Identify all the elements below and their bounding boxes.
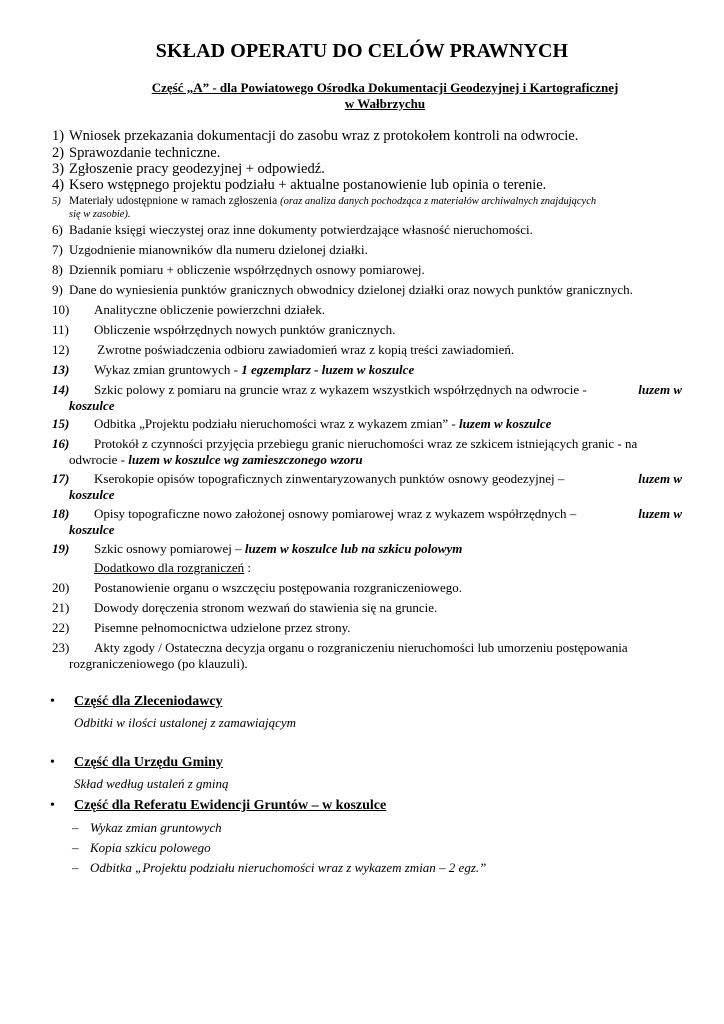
item-number: 23) [52,640,70,655]
list-item-17 [52,471,682,503]
subtitle-line-2: w Wałbrzychu [344,96,426,111]
item-number: 18) [52,506,70,521]
list-item-5 [52,195,682,221]
document-title: SKŁAD OPERATU DO CELÓW PRAWNYCH [155,40,569,62]
item-number: 5) [52,196,61,207]
item-number: 21) [52,600,70,615]
item-text: Uzgodnienie mianowników dla numeru dzielonej działki. [69,242,368,257]
referat-item-text: Odbitka „Projektu podziału nieruchomości wraz z wykazem zmian – 2 egz.” [90,860,487,875]
item-number: 8) [52,262,63,277]
section-heading: Część dla Zleceniodawcy [74,694,223,709]
list-item-20 [52,580,682,596]
list-item-9 [52,282,682,298]
item-text: Szkic osnowy pomiarowej – [94,541,245,556]
item-text-continuation [52,452,682,468]
item-text: Zgłoszenie pracy geodezyjnej + odpowiedź. [69,161,325,177]
referat-list-item [72,820,222,836]
item-emphasis: luzem w koszulce wg zamieszczonego wzoru [128,452,363,467]
list-item-3 [52,161,682,177]
item-text: Pisemne pełnomocnictwa udzielone przez strony. [94,620,351,635]
list-item-16 [52,436,682,468]
item-number: 11) [52,322,69,337]
referat-item-text: Kopia szkicu polowego [90,840,211,855]
item-text: Akty zgody / Ostateczna decyzja organu o rozgraniczeniu nieruchomości lub umorzeniu postępowania [94,640,628,655]
item-text: Postanowienie organu o wszczęciu postępowania rozgraniczeniowego. [94,580,462,595]
list-item-7 [52,242,682,258]
referat-list-item [72,840,211,856]
item-emphasis-continuation: koszulce [69,398,115,413]
item-emphasis-continuation: koszulce [69,522,115,537]
list-item-2 [52,145,682,161]
additional-heading [52,560,682,576]
item-text: Odbitka „Projektu podziału nieruchomości wraz z wykazem zmian” - [94,416,459,431]
item-emphasis: luzem w [638,471,682,486]
list-item-14 [52,382,682,414]
item-number: 22) [52,620,70,635]
item-number: 2) [52,145,65,161]
item-text: Szkic polowy z pomiaru na gruncie wraz z wykazem wszystkich współrzędnych na odwrocie - [94,382,587,397]
item-number: 1) [52,128,65,144]
item-number: 6) [52,222,63,237]
additional-label: Dodatkowo dla rozgraniczeń [94,560,245,575]
list-item-4 [52,177,682,193]
item-text: Wykaz zmian gruntowych - [94,362,242,377]
item-number: 17) [52,471,70,486]
item-text: Opisy topograficzne nowo założonej osnowy pomiarowej wraz z wykazem współrzędnych – [94,506,577,521]
item-text: Dziennik pomiaru + obliczenie współrzędnych osnowy pomiarowej. [69,262,425,277]
item-number: 7) [52,242,63,257]
item-number: 9) [52,282,63,297]
subtitle-line-1: Część „A” - dla Powiatowego Ośrodka Dokumentacji Geodezyjnej i Kartograficznej [151,80,619,95]
item-text: Materiały udostępnione w ramach zgłoszenia [69,195,281,207]
bullet-icon: • [50,694,55,709]
item-note-continuation: się w zasobie). [69,209,131,220]
bullet-icon: • [50,798,55,813]
list-item-19 [52,541,682,557]
document-subtitle [95,80,675,112]
item-emphasis-continuation: koszulce [69,487,115,502]
item-emphasis: luzem w koszulce [458,416,552,431]
item-number: 14) [52,382,70,397]
item-emphasis: 1 egzemplarz - luzem w koszulce [241,362,415,377]
list-item-22 [52,620,682,636]
list-item-10 [52,302,682,318]
item-number: 12) [52,342,70,357]
item-text: Ksero wstępnego projektu podziału + aktualne postanowienie lub opinia o terenie. [69,177,547,193]
item-text: Obliczenie współrzędnych nowych punktów granicznych. [94,322,396,337]
item-emphasis: luzem w [638,506,682,521]
item-number: 20) [52,580,70,595]
list-item-11 [52,322,682,338]
item-text: Dowody doręczenia stronom wezwań do stawienia się na gruncie. [94,600,438,615]
bullet-icon: • [50,755,55,770]
item-note: (oraz analiza danych pochodząca z materiałów archiwalnych znajdujących [280,196,597,207]
item-text-b: odwrocie - [69,452,129,467]
referat-item-text: Wykaz zmian gruntowych [90,820,222,835]
list-item-21 [52,600,682,616]
item-number: 4) [52,177,65,193]
list-item-13 [52,362,682,378]
item-number: 19) [52,541,70,556]
item-number: 3) [52,161,65,177]
list-item-6 [52,222,682,238]
section-heading: Część dla Referatu Ewidencji Gruntów – w koszulce [74,798,387,813]
item-number: 13) [52,362,70,377]
item-number: 16) [52,436,70,451]
list-item-18 [52,506,682,538]
section-description: Odbitki w ilości ustalonej z zamawiającym [74,715,297,730]
list-item-23 [52,640,682,672]
dash-icon: – [72,840,79,855]
item-emphasis: luzem w koszulce lub na szkicu polowym [244,541,463,556]
item-text: Analityczne obliczenie powierzchni działek. [94,302,326,317]
list-item-12 [52,342,682,358]
list-item-1 [52,128,682,144]
item-number: 10) [52,302,70,317]
item-text: Zwrotne poświadczenia odbioru zawiadomień wraz z kopią treści zawiadomień. [94,342,515,357]
list-item-15 [52,416,682,432]
item-emphasis: luzem w [638,382,682,397]
dash-icon: – [72,860,79,875]
referat-list-item [72,860,486,876]
additional-suffix: : [244,560,252,575]
item-number: 15) [52,416,70,431]
item-text: Badanie księgi wieczystej oraz inne dokumenty potwierdzające własność nieruchomości. [69,222,533,237]
list-item-8 [52,262,682,278]
section-description: Skład według ustaleń z gminą [74,776,229,791]
item-text: Protokół z czynności przyjęcia przebiegu granic nieruchomości wraz ze szkicem istniejących granic - na [94,436,638,451]
item-text: Dane do wyniesienia punktów granicznych obwodnicy dzielonej działki oraz nowych punktów granicznych. [69,282,633,297]
item-text: Sprawozdanie techniczne. [69,145,221,161]
item-text: Wniosek przekazania dokumentacji do zasobu wraz z protokołem kontroli na odwrocie. [69,128,579,144]
section-heading: Część dla Urzędu Gminy [74,755,223,770]
item-text-continuation: rozgraniczeniowego (po klauzuli). [69,656,248,671]
dash-icon: – [72,820,79,835]
item-text: Kserokopie opisów topograficznych zinwentaryzowanych punktów osnowy geodezyjnej – [94,471,565,486]
